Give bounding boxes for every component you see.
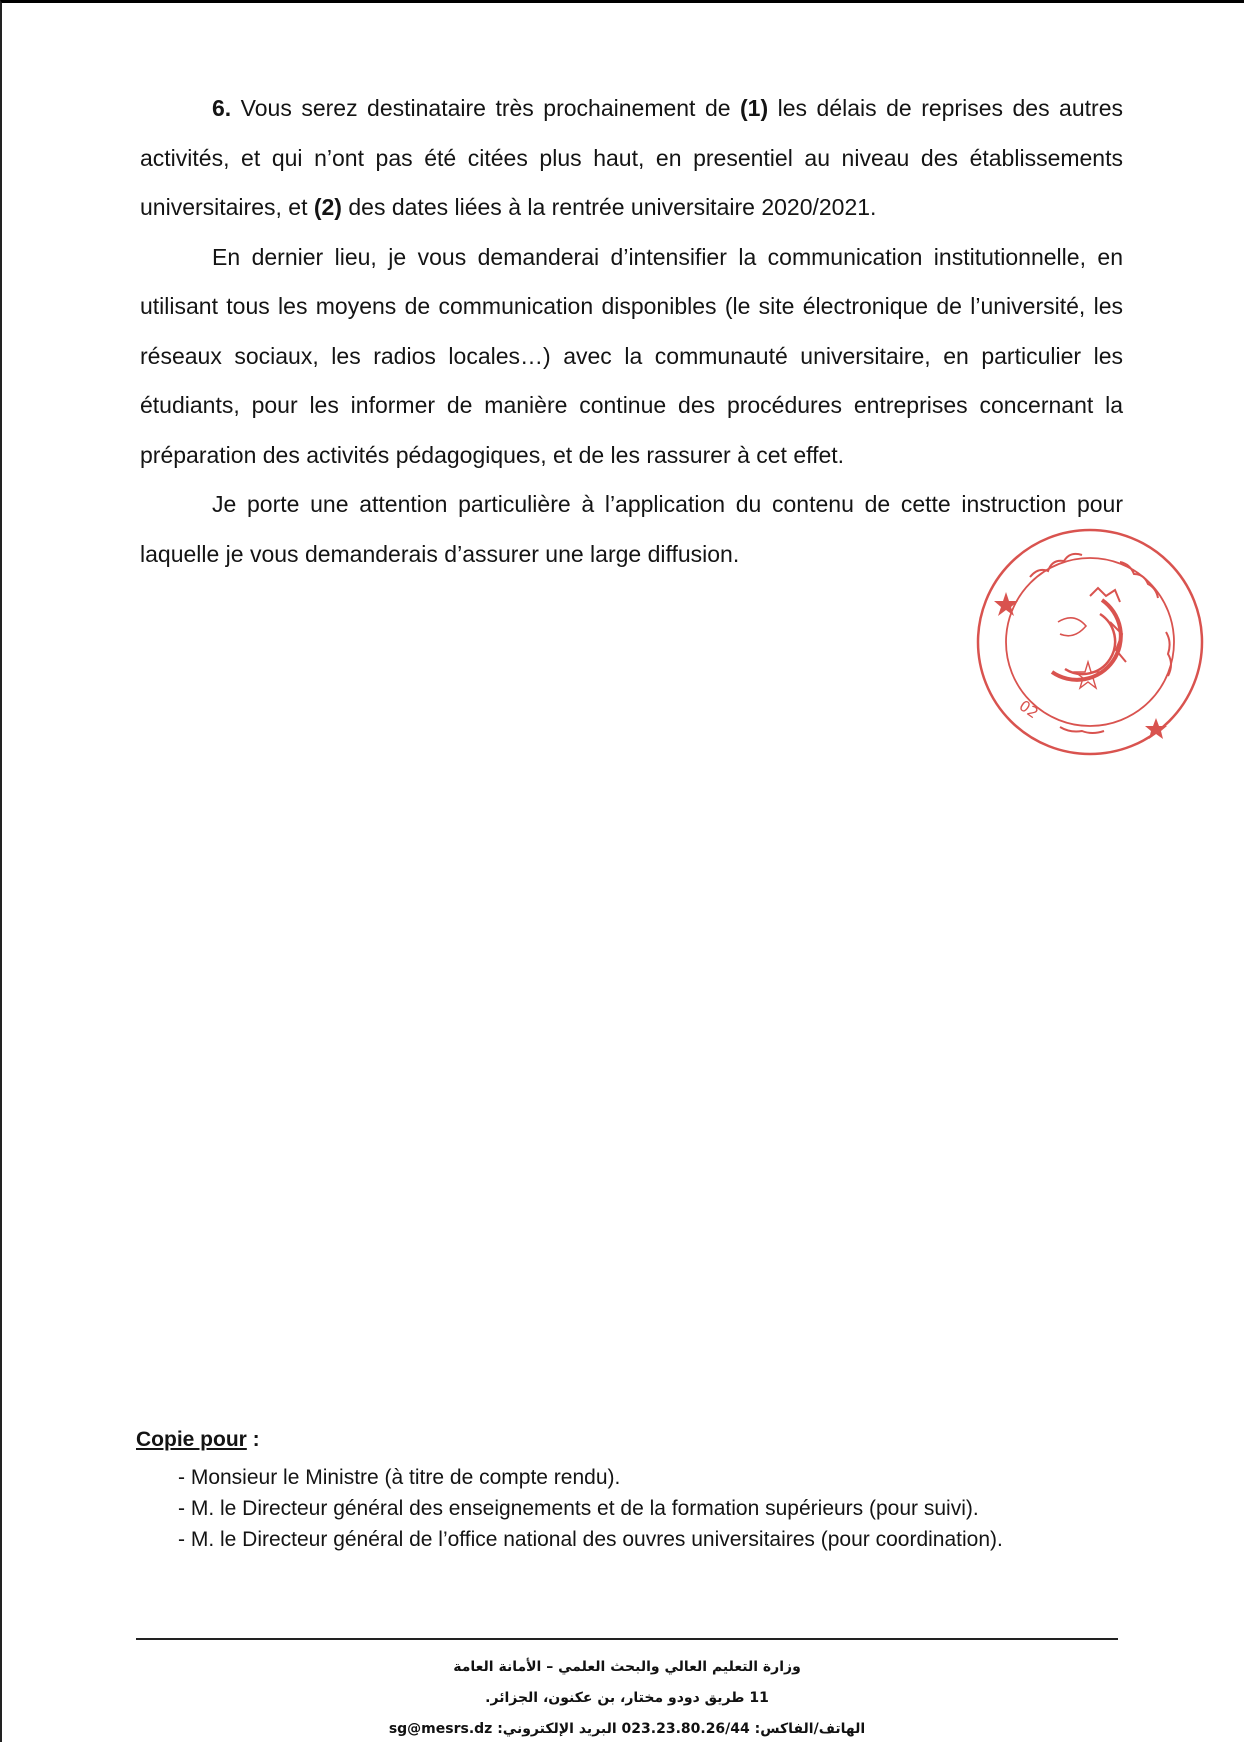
official-seal xyxy=(970,522,1210,762)
paragraph-closing: Je porte une attention particulière à l’application du contenu de cette instruction pour laquelle je vous demanderais d’assurer une large diffusion. xyxy=(140,491,1123,567)
paragraph-point-6: 6. Vous serez destinataire très prochainement de (1) les délais de reprises des autres activités, et qui n’ont pas été citées plus haut, en presentiel au niveau des établissements universitaires, et (2) des dates liées à la rentrée universitaire 2020/2021. xyxy=(140,95,1123,220)
copies-title: Copie pour xyxy=(136,1428,247,1451)
copy-recipient: - M. le Directeur général de l’office national des ouvres universitaires (pour coordination). xyxy=(178,1524,1003,1555)
seal-inscription: وزارة التعليم العالي والبحث العلمي - الجمهورية الجزائرية الديمقراطية الشعبية xyxy=(993,753,1187,760)
footer xyxy=(136,1652,1118,1745)
footer-contact: الهاتف/الفاكس: 023.23.80.26/44 البريد الإلكتروني: sg@mesrs.dz xyxy=(388,1721,866,1737)
reference-1: (1) xyxy=(740,95,769,121)
letter-body xyxy=(140,84,1123,579)
copies-section: Copie pour : - Monsieur le Ministre (à titre de compte rendu). - M. le Directeur général des enseignements et de la formation supérieurs (pour suivi). - M. le Directeur général de l’office national des ouvres universitaires (pour coordination). xyxy=(136,1428,1003,1555)
footer-divider xyxy=(136,1638,1118,1640)
paragraph-communication: En dernier lieu, je vous demanderai d’intensifier la communication institutionnelle, en utilisant tous les moyens de communication disponibles (le site électronique de l’université, les réseaux sociaux, les radios locales…) avec la communauté universitaire, en particulier les étudiants, pour les informer de manière continue des procédures entreprises concernant la préparation des activités pédagogiques, et de les rassurer à cet effet. xyxy=(140,243,1123,468)
copy-recipient: - M. le Directeur général des enseignements et de la formation supérieurs (pour suivi). xyxy=(178,1493,1003,1524)
footer-ministry: وزارة التعليم العالي والبحث العلمي – الأمانة العامة xyxy=(453,1659,801,1675)
copies-list xyxy=(136,1462,1003,1555)
seal-number: 02 xyxy=(1015,696,1042,723)
footer-address: 11 طريق دودو مختار، بن عكنون، الجزائر. xyxy=(485,1690,769,1706)
point-number: 6. xyxy=(212,95,232,121)
copy-recipient: - Monsieur le Ministre (à titre de compte rendu). xyxy=(178,1462,1003,1493)
reference-2: (2) xyxy=(313,194,342,220)
